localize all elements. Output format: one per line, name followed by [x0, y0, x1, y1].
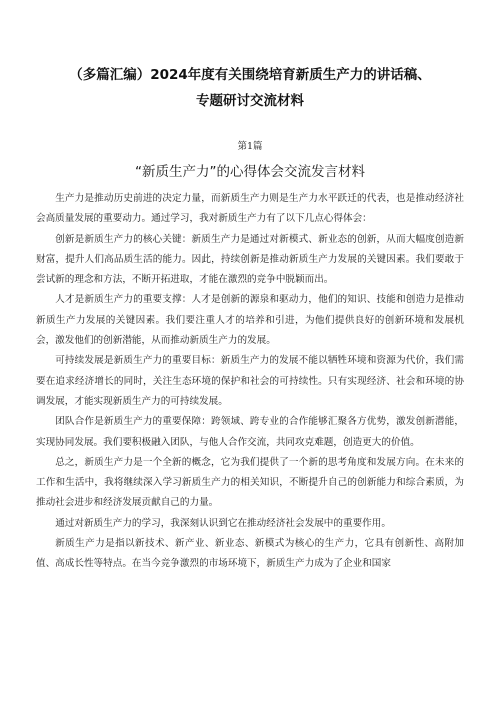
body-paragraph-2: 创新是新质生产力的核心关键：新质生产力是通过对新模式、新业态的创新，从而大幅度创造新财富，提升人们高品质生活的能力。因此，持续创新是推动新质生产力发展的关键因素。我们要敢于尝试新的理念和方法，不断开拓进取，才能在激烈的竞争中脱颖而出。 [36, 233, 464, 286]
body-paragraph-3: 人才是新质生产力的重要支撑：人才是创新的源泉和驱动力，他们的知识、技能和创造力是推动新质生产力发展的关键因素。我们要注重人才的培养和引进，为他们提供良好的创新环境和发展机会，激发他们的创新潜能，从而推动新质生产力的发展。 [36, 294, 464, 347]
document-title [36, 62, 464, 114]
body-paragraph-8: 新质生产力是指以新技术、新产业、新业态、新模式为核心的生产力，它具有创新性、高附加值、高成长性等特点。在当今竞争激烈的市场环境下，新质生产力成为了企业和国家 [36, 538, 464, 570]
body-paragraph-4: 可持续发展是新质生产力的重要目标：新质生产力的发展不能以牺牲环境和资源为代价，我们需要在追求经济增长的同时，关注生态环境的保护和社会的可持续性。只有实现经济、社会和环境的协调发展，才能实现新质生产力的可持续发展。 [36, 355, 464, 407]
document-body [36, 189, 464, 575]
body-paragraph-7: 通过对新质生产力的学习，我深刻认识到它在推动经济社会发展中的重要作用。 [55, 517, 391, 529]
document-title-line-2: 专题研讨交流材料 [196, 93, 304, 109]
section-number-label: 第1篇 [237, 141, 263, 152]
section-title: “新质生产力”的心得体会交流发言材料 [135, 164, 365, 180]
body-paragraph-5: 团队合作是新质生产力的重要保障：跨领域、跨专业的合作能够汇聚各方优势，激发创新潜能，实现协同发展。我们要积极融入团队，与他人合作交流，共同攻克难题，创造更大的价值。 [36, 416, 464, 448]
body-paragraph-1: 生产力是推动历史前进的决定力量，而新质生产力则是生产力水平跃迁的代表，也是推动经济社会高质量发展的重要动力。通过学习，我对新质生产力有了以下几点心得体会： [36, 193, 464, 225]
document-title-line-1: （多篇汇编）2024年度有关围绕培育新质生产力的讲话稿、 [69, 67, 431, 83]
body-paragraph-6: 总之，新质生产力是一个全新的概念，它为我们提供了一个新的思考角度和发展方向。在未来的工作和生活中，我将继续深入学习新质生产力的相关知识，不断提升自己的创新能力和综合素质，为推动社会进步和经济发展贡献自己的力量。 [36, 456, 464, 509]
